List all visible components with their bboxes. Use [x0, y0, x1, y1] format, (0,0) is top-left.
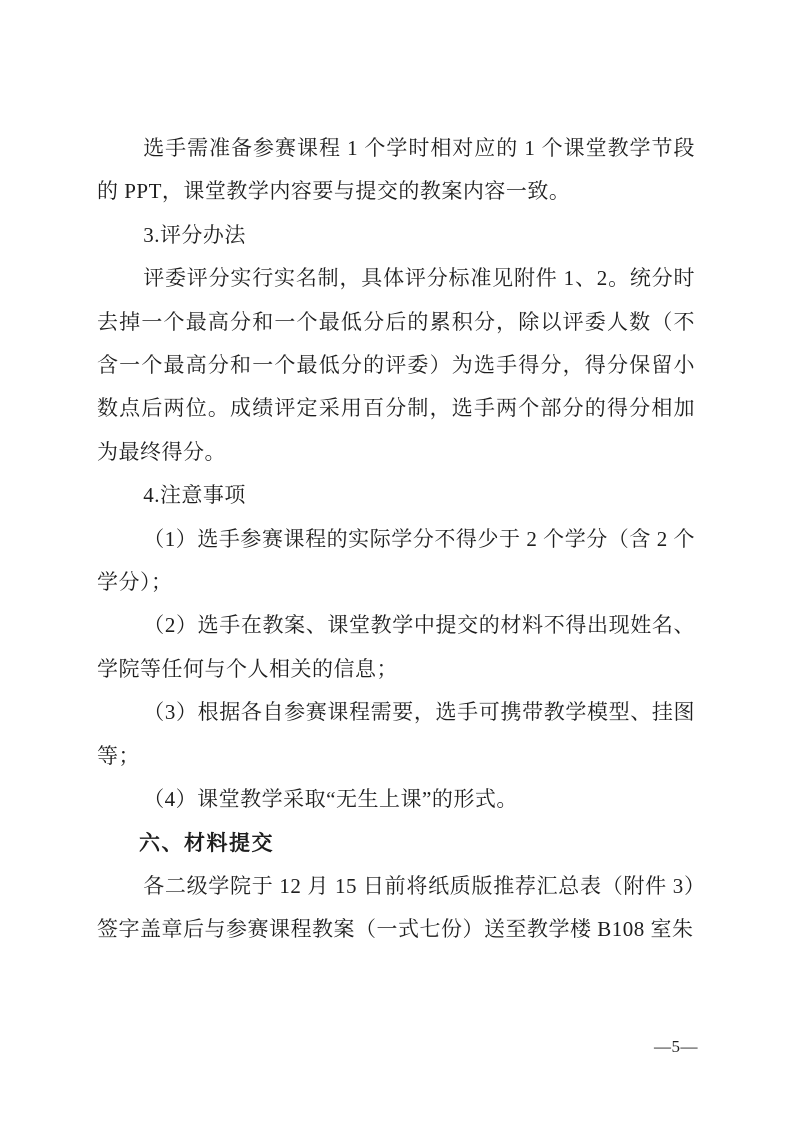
- body-paragraph: 4.注意事项: [143, 483, 246, 508]
- document-body: [97, 127, 695, 952]
- body-paragraph: （3）根据各自参赛课程需要，选手可携带教学模型、挂图等；: [97, 700, 695, 768]
- page-number: —5—: [654, 1037, 698, 1056]
- body-paragraph: （4）课堂教学采取“无生上课”的形式。: [143, 787, 518, 812]
- body-paragraph: 评委评分实行实名制，具体评分标准见附件 1、2。统分时去掉一个最高分和一个最低分后的累积分，除以评委人数（不含一个最高分和一个最低分的评委）为选手得分，得分保留小数点后两位。成绩评定采用百分制，选手两个部分的得分相加为最终得分。: [97, 266, 695, 464]
- body-paragraph: （2）选手在教案、课堂教学中提交的材料不得出现姓名、学院等任何与个人相关的信息；: [97, 613, 695, 681]
- body-paragraph: 各二级学院于 12 月 15 日前将纸质版推荐汇总表（附件 3）签字盖章后与参赛课程教案（一式七份）送至教学楼 B108 室朱: [97, 873, 695, 942]
- body-paragraph: 3.评分办法: [143, 222, 246, 247]
- section-heading: 六、材料提交: [139, 830, 274, 855]
- body-paragraph: （1）选手参赛课程的实际学分不得少于 2 个学分（含 2 个学分）；: [97, 526, 695, 595]
- body-paragraph: 选手需准备参赛课程 1 个学时相对应的 1 个课堂教学节段的 PPT，课堂教学内容要与提交的教案内容一致。: [97, 136, 695, 204]
